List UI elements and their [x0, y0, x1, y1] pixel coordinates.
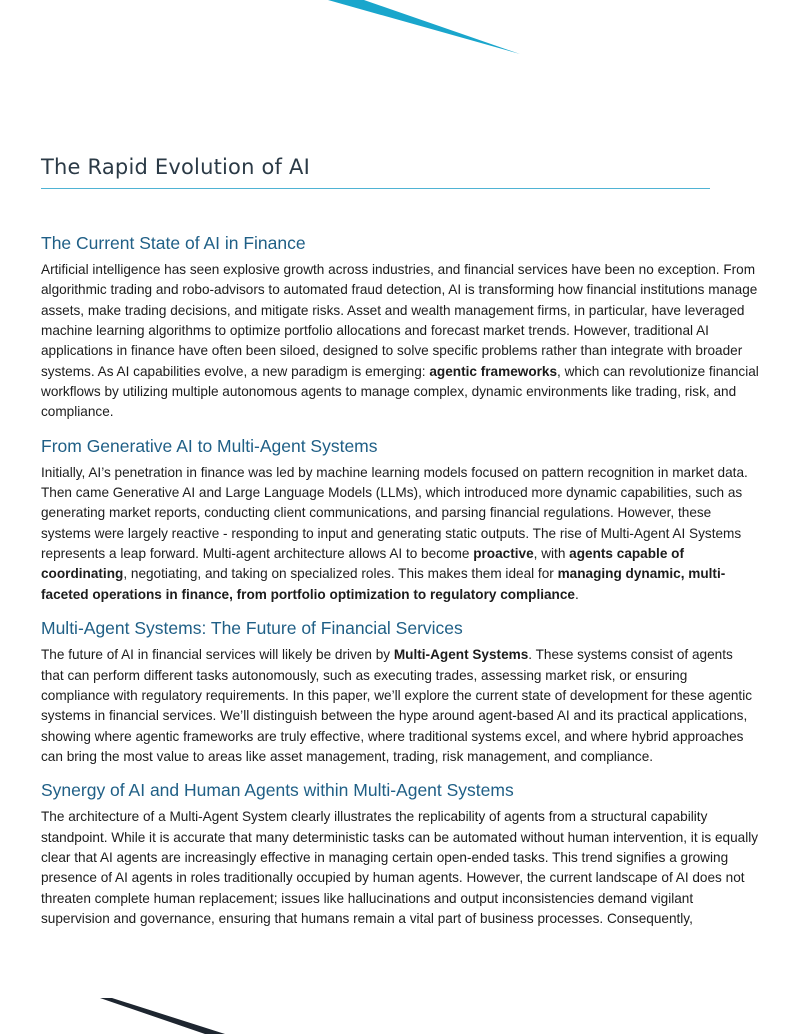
section-synergy: [41, 779, 759, 929]
section-paragraph: The architecture of a Multi-Agent System clearly illustrates the replicability of agents from a structural capability standpoint. While it is accurate that many deterministic tasks can be automated without human intervention, it is equally clear that AI agents are increasingly effective in managing certain open-ended tasks. This trend signifies a growing presence of AI agents in roles traditionally occupied by human agents. However, the current landscape of AI does not threaten complete human replacement; issues like hallucinations and output inconsistencies demand vigilant supervision and governance, ensuring that humans remain a vital part of business processes. Consequently,: [41, 809, 759, 926]
emphasis-text: agents capable of coordinating: [41, 546, 684, 582]
section-paragraph: Artificial intelligence has seen explosive growth across industries, and financial services have been no exception. From algorithmic trading and robo-advisors to automated fraud detection, AI is transforming how financial institutions manage assets, make trading decisions, and mitigate risks. Asset and wealth management firms, in particular, have leveraged machine learning algorithms to optimize portfolio allocations and forecast market trends. However, traditional AI applications in finance have often been siloed, designed to solve specific problems rather than integrate with broader systems. As AI capabilities evolve, a new paradigm is emerging: agentic frameworks, which can revolutionize financial workflows by utilizing multiple autonomous agents to manage complex, dynamic environments like trading, risk, and compliance.: [41, 262, 759, 420]
section-heading: Multi-Agent Systems: The Future of Financial Services: [41, 618, 463, 639]
section-generative-ai: [41, 435, 759, 605]
section-multi-agent-future: [41, 617, 759, 767]
document-body: [41, 232, 759, 941]
section-paragraph: Initially, AI’s penetration in finance was led by machine learning models focused on pattern recognition in market data. Then came Generative AI and Large Language Models (LLMs), which introduced more dynamic capabilities, such as generating market reports, conducting client communications, and parsing financial regulations. However, these systems were largely reactive - responding to input and generating static outputs. The rise of Multi-Agent AI Systems represents a leap forward. Multi-agent architecture allows AI to become proactive, with agents capable of coordinating, negotiating, and taking on specialized roles. This makes them ideal for managing dynamic, multi-faceted operations in finance, from portfolio optimization to regulatory compliance.: [41, 464, 748, 602]
emphasis-text: proactive: [473, 546, 534, 562]
section-heading: The Current State of AI in Finance: [41, 233, 306, 253]
page-title: The Rapid Evolution of AI: [41, 155, 310, 179]
section-current-state: [41, 232, 759, 423]
emphasis-text: Multi-Agent Systems: [393, 647, 529, 663]
title-divider: [41, 188, 710, 189]
section-paragraph: The future of AI in financial services will likely be driven by Multi-Agent Systems. These systems consist of agents that can perform different tasks autonomously, such as executing trades, assessing market risk, or ensuring compliance with regulatory requirements. In this paper, we’ll explore the current state of development for these agentic systems in financial services. We’ll distinguish between the hype around agent-based AI and its practical applications, showing where agentic frameworks are truly effective, where traditional systems excel, and where hybrid approaches can bring the most value to areas like asset management, trading, risk management, and compliance.: [41, 647, 753, 764]
section-heading: From Generative AI to Multi-Agent Systems: [41, 435, 378, 456]
emphasis-text: agentic frameworks: [429, 363, 558, 379]
emphasis-text: managing dynamic, multi-faceted operations in finance, from portfolio optimization to regulatory compliance: [41, 566, 726, 602]
bottom-accent-stripe: [0, 990, 800, 1035]
section-heading: Synergy of AI and Human Agents within Multi-Agent Systems: [41, 780, 514, 801]
top-accent-stripe: [0, 0, 800, 60]
